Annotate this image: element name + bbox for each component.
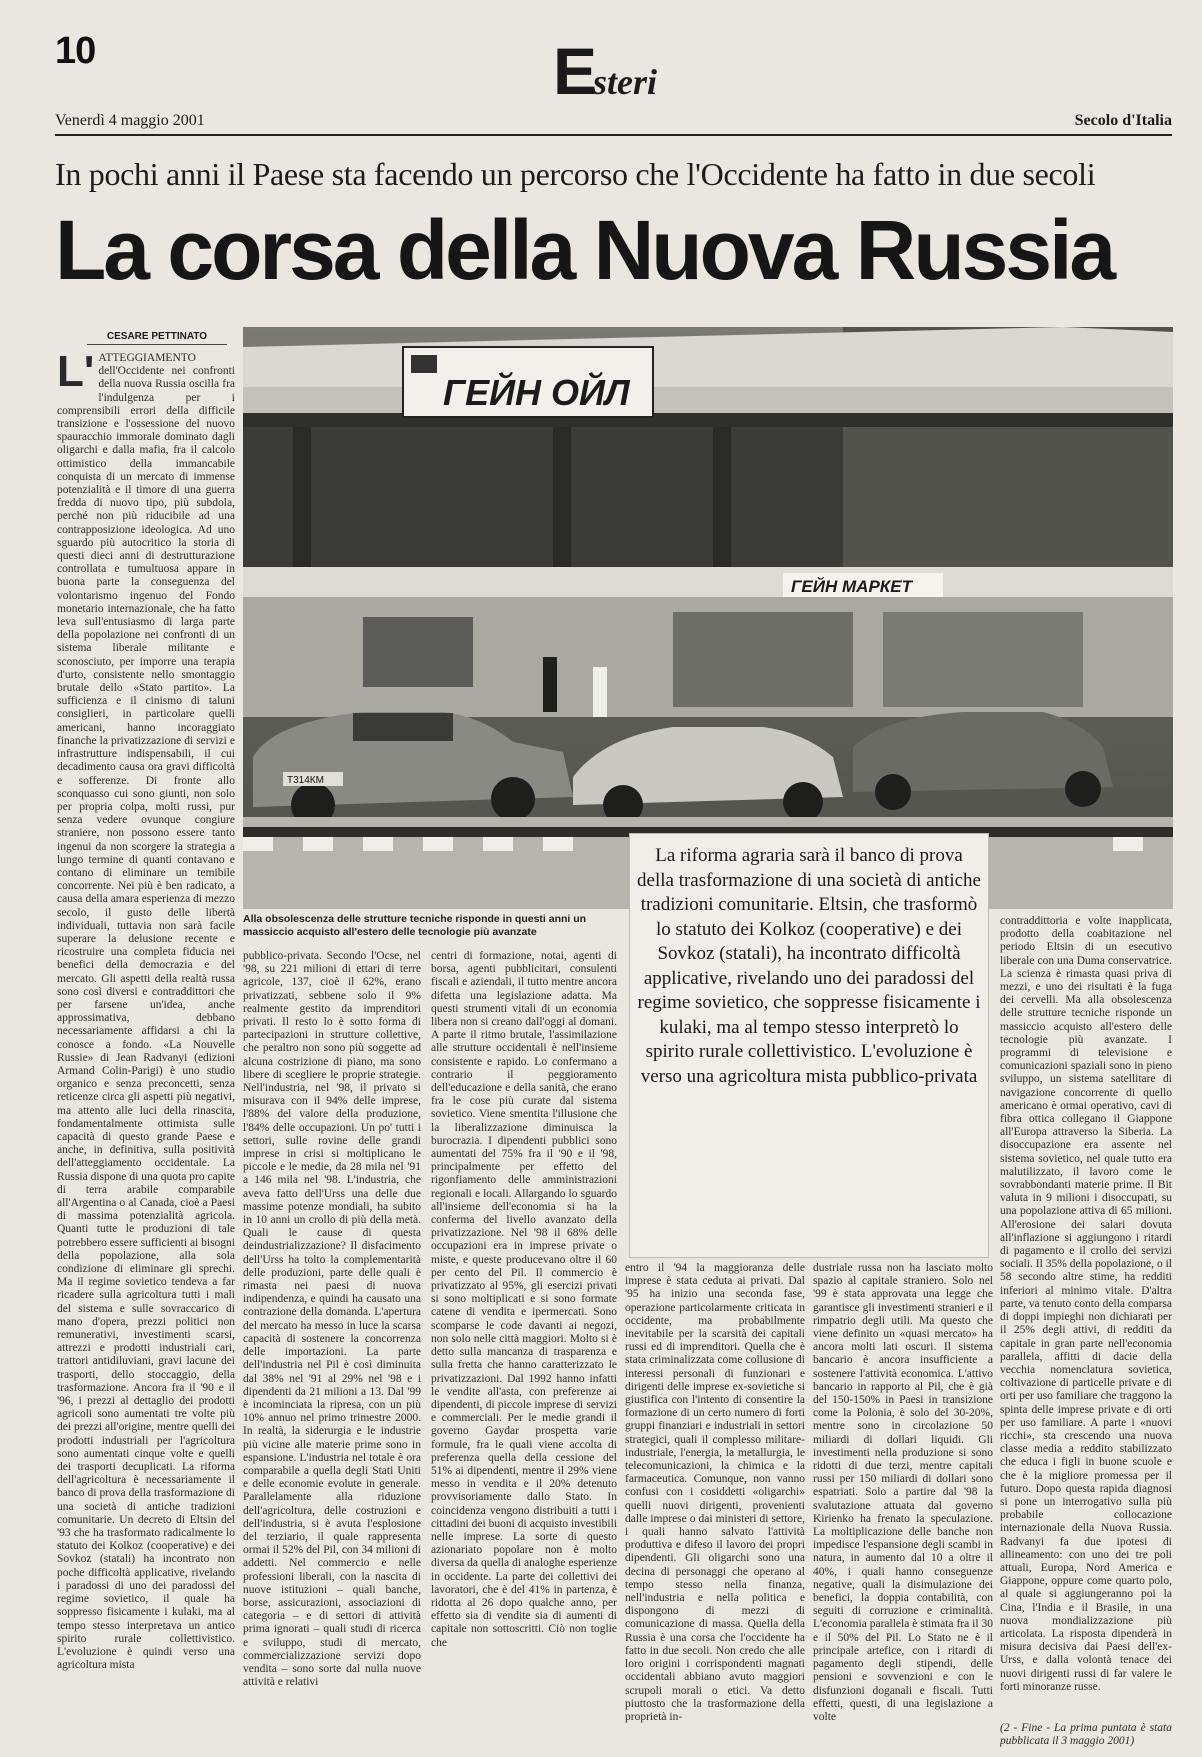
section-initial: E bbox=[553, 34, 598, 108]
section-name: steri bbox=[593, 62, 658, 102]
column-3-text: centri di formazione, notai, agenti di borsa, agenti pubblicitari, consulenti fiscali e aziendali, il tutto mentre ancora difetta una legislazione adatta. Ma questi strumenti vitali di un economia libera non si creano dall'oggi al domani. A parte il ritmo brutale, l'assimilazione alle strutture occidentali è nell'insieme consistente e rapido. Lo confermano a contrario il peggioramento dell'educazione e della sanità, che erano fra le cose più curate dal sistema sovietico. Viene smentita l'illusione che la liberalizzazione diminuisca la burocrazia. I dipendenti pubblici sono aumentati del 75% fra il '90 e il '98, principalmente per effetto del rigonfiamento delle amministrazioni regionali e locali. Allargando lo sguardo all'insieme dell'economia si ha la conferma del livello avanzato della privatizzazione. Nel '98 il 68% delle occupazioni era in imprese private o miste, e queste producevano oltre il 60 per cento del Pil. Il commercio è privatizzato al 95%, gli esercizi privati si sono moltiplicati e si sono formate catene di vendita e ipermercati. Sono scomparse le code davanti ai negozi, non solo nelle città maggiori. Molto si è detto sulla mancanza di trasparenza e sulla fretta che hanno caratterizzato le privatizzazioni. Dal 1992 hanno infatti le vendite all'asta, con preferenze ai dipendenti, di piccole imprese di servizi e commerciali. Per le medie grandi il governo Gaydar prospetta varie formule, fra le quali viene accolta di preferenza quella della cessione del 51% ai dipendenti, mentre il 29% viene messo in vendita e il 20% detenuto provvisoriamente dallo Stato. In coincidenza vengono distribuiti a tutti i cittadini dei buoni di acquisto investibili nelle imprese. La sorte di questo azionariato popolare non è molto diversa da quella di analoghe esperienze in occidente. La parte dei collettivi dei lavoratori, che è del 41% in partenza, è ridotta al 26 dopo qualche anno, per effetto sia di vendite sia di aumenti di capitale non sottoscritti. Ciò non toglie che bbox=[431, 950, 617, 1649]
drop-cap: L' bbox=[57, 352, 95, 396]
pull-quote: La riforma agraria sarà il banco di prova della trasformazione di una società di antiche tradizioni comunitarie. Eltsin, che trasformò lo statuto dei Kolkoz (cooperative) e dei Sovkoz (statali), ha incontrato difficoltà applicative, rivelando uno dei paradossi del regime sovietico, che soppresse fisicamente i kulaki, ma al tempo stesso interpretò lo spirito rurale collettivistico. L'evoluzione è verso una agricoltura mista pubblico-privata bbox=[629, 833, 989, 1258]
column-1-text: ATTEGGIAMENTO dell'Occidente nei confronti della nuova Russia oscilla fra l'indulgenza per i comprensibili errori della difficile transizione e l'ossessione del nuovo spauracchio immorale dominato dagli oligarchi e dalla mafia, fra il calcolo ottimistico della immancabile conquista di un mercato di immense potenzialità e il timore di una guerra fredda di nuovo tipo, più subdola, perché non più riducibile ad una contrapposizione ideologica. Ad uno sguardo più autocritico la storia di questi dieci anni di destrutturazione controllata e tumultuosa appare in buona parte la conseguenza del volontarismo ingenuo del Fondo monetario internazionale, che ha fatto leva sull'entusiasmo di larga parte della popolazione nei confronti di un sistema liberale militante e sconosciuto, per imporre una terapia d'urto, consistente nello smontaggio brutale dello «Stato partito». La sufficienza e il cinismo di taluni consiglieri, in particolare quelli americani, hanno incoraggiato finanche la privatizzazione di servizi e infrastrutture indispensabili, il cui decadimento causa ora gravi difficoltà e sofferenze. Di fronte allo sconquasso cui sono giunti, non solo per propria colpa, molti russi, pur senza vedere ovunque congiure straniere, non possono essere tanto ingenui da non scorgere la strategia a lungo termine di quanti contavano e contano di eliminare un temibile concorrente. Nei più è ben radicato, a causa della amara esperienza di mezzo secolo, il gusto delle libertà individuali, tuttavia non sarà facile superare la delusione recente e ricostruire una completa fiducia nei benefici della democrazia e del mercato. Gli aspetti della realtà russa sono così diversi e contraddittori che per farsene un'idea, anche approssimativa, debbano necessariamente affidarsi a chi la conosce a fondo. «La Nouvelle Russie» di Jean Radvanyi (edizioni Armand Colin-Parigi) è uno studio organico e senza preconcetti, senza reticenze circa gli aspetti più negativi, ma attento alle luci della rinascita, fondamentalmente ottimista sulle capacità di questo grande Paese e anche, in definitiva, sulla positività dell'atteggiamento occidentale. La Russia dispone di una quota pro capite di terra arabile comparabile all'Argentina o al Canada, cioè a Paesi di massima potenzialità agricola. Quanti tutte le produzioni di tale potrebbero essere sufficienti ai bisogni della popolazione, alla sola condizione di eliminare gli sprechi. Ma il regime sovietico tendeva a far ricadere sulla agricoltura tutti i mali del sistema e sulle sovraccarico di mano d'opera, prezzi politici non remunerativi, investimenti scarsi, attrezzi e prodotti industriali cari, trattori antidiluviani, gravi lacune dei trasporti, dello stoccaggio, della trasformazione. Ancora fra il '90 e il '96, i prezzi al dettaglio dei prodotti agricoli sono aumentati tre volte più dei prezzi all'origine, mentre quelli dei prodotti industriali per l'agricoltura sono aumentati cinque volte e quelli dei trasporti decuplicati. La riforma dell'agricoltura è necessariamente il banco di prova della trasformazione di una società di antiche tradizioni comunitarie. Un decreto di Eltsin del '93 che ha trasformato radicalmente lo statuto dei Kolkoz (cooperative) e dei Sovkoz (statali) ha incontrato non poche difficoltà applicative, rivelando i paradossi di uno dei paradossi del regime sovietico, il quale ha soppresso fisicamente i kulaki, ma al tempo stesso interpretava un antico spirito rurale collettivistico. L'evoluzione è quindi verso una agricoltura mista bbox=[57, 352, 235, 1672]
section-title bbox=[553, 34, 658, 108]
article-column-4 bbox=[625, 1262, 805, 1755]
dateline bbox=[55, 112, 1172, 136]
column-6-text: contraddittoria e volte inapplicata, prodotto della coabitazione nel periodo Eltsin di un esecutivo liberale con una Duma conservatrice. La scienza è rimasta quasi priva di mezzi, e uno dei risultati è la fuga dei cervelli. Ma alla obsolescenza delle strutture tecniche risponde un massiccio acquisto all'estero delle tecnologie più avanzate. I programmi di televisione e comunicazioni spaziali sono in pieno sviluppo, un sistema satellitare di navigazione concorrente di quello americano è ormai operativo, cavi di fibra ottica collegano il Giappone all'Europa attraverso la Siberia. La disoccupazione era assente nel sistema sovietico, nel quale tutto era malutilizzato, il lavoro come le sovrabbondanti materie prime. Il Bit valuta in 9 milioni i disoccupati, su una popolazione attiva di 65 milioni. All'erosione dei salari dovuta all'inflazione si aggiungono i ritardi di pagamento e il crollo dei servizi sociali. Il 35% della popolazione, o il 58 secondo altre stime, ha redditi inferiori al minimo vitale. D'altra parte, va tenuto conto della comparsa di doppi impieghi non dichiarati per il 25% degli attivi, di redditi da capitale in gran parte nell'economia parallela, affitti di dacie della vecchia nomenclatura sovietica, coltivazione di particelle private e di orti per uso familiare che traggono la spinta delle imprese private e di orti per uso familiare. A parte i «nuovi ricchi», sta crescendo una nuova classe media a reddito stabilizzato che educa i figli in buone scuole e che è la migliore promessa per il futuro. Dopo questa rapida diagnosi si pone un interrogativo sulla più probabile collocazione internazionale della Nuova Russia. Radvanyi fa due ipotesi di allineamento: con uno dei tre poli attuali, Europa, Nord America e Giappone, oppure come quarto polo, al quale si aggiungeranno poi la Cina, l'India e il Brasile, in una nuova mondializzazione più articolata. La risposta dipenderà in misura decisiva dai Paesi dell'ex-Urss, e dalla volontà tenace dei nuovi dirigenti russi di far valere le forti minoranze russe. bbox=[1000, 915, 1172, 1693]
column-4-text: entro il '94 la maggioranza delle imprese è stata ceduta ai privati. Dal '95 ha inizio una seconda fase, operazione particolarmente criticata in occidente, ma probabilmente inevitabile per la scarsità dei capitali russi ed di imprenditori. Quella che è stata criminalizzata come collusione di interessi personali di funzionari e dirigenti delle imprese ex-sovietiche si giustifica con l'intento di consentire la formazione di un certo numero di forti gruppi finanziari e industriali in settori strategici, quali il complesso militare-industriale, l'energia, la metallurgia, le telecomunicazioni, la chimica e la farmaceutica. Comunque, non vanno confusi con i cosiddetti «oligarchi» quelli nuovi dirigenti, provenienti dalle imprese o dai ministeri di settore, i quali hanno salvato l'attività produttiva e difeso il lavoro dei propri dipendenti. Gli oligarchi sono una decina di personaggi che operano al tempo stesso nella finanza, nell'industria e nella politica e dispongono di mezzi di comunicazione di massa. Quella della Russia è una corsa che l'occidente ha fatto in due secoli. Non credo che alle loro origini i corrispondenti magnati occidentali abbiano avuto maggiori scrupoli morali o etici. Va detto piuttosto che la trasformazione della proprietà in- bbox=[625, 1262, 805, 1723]
gas-station-photo bbox=[243, 327, 1173, 909]
byline: CESARE PETTINATO bbox=[87, 331, 227, 345]
license-plate: Т314КМ bbox=[287, 775, 324, 786]
article-column-2 bbox=[243, 950, 421, 1755]
kicker: In pochi anni il Paese sta facendo un percorso che l'Occidente ha fatto in due secoli bbox=[55, 156, 1096, 192]
photo-illustration bbox=[243, 327, 1173, 909]
issue-date: Venerdì 4 maggio 2001 bbox=[55, 112, 205, 129]
page-number: 10 bbox=[55, 30, 96, 72]
column-2-text: pubblico-privata. Secondo l'Ocse, nel '98, su 221 milioni di ettari di terre agricole, 137, cioè il 62%, erano privatizzati, sebbene solo il 9% realmente gestito da imprenditori privati. Il resto lo è sotto forma di partecipazioni in strutture collettive, che peraltro non sono più soggette ad alcuna costrizione di piano, ma sono libere di scegliere le proprie strategie. Nell'industria, nel '98, il privato si misurava con il 94% delle imprese, l'88% del valore della produzione, l'84% delle occupazioni. Un po' tutti i settori, sulle rovine delle grandi imprese in crisi si moltiplicano le piccole e le medie, da 28 mila nel '91 a 146 mila nel '98. L'industria, che aveva fatto dell'Urss una delle due massime potenze mondiali, ha subito in 10 anni un crollo di più della metà. Quali le cause di questa deindustrializzazione? Il disfacimento dell'Urss ha tolto la complementarità delle produzioni, parte delle quali è rimasta nei paesi di nuova indipendenza, e quindi ha causato una contrazione della domanda. L'apertura del mercato ha messo in luce la scarsa capacità di sostenere la concorrenza delle importazioni. La parte dell'industria nel Pil è così diminuita dal 38% nel '91 al 29% nel '98 e i dipendenti da 21 milioni a 13. Dal '99 è incominciata la ripresa, con un più 10% annuo nel primo trimestre 2000. In realtà, la siderurgia e le industrie più vicine alle materie prime sono in espansione. L'industria nel totale è ora comparabile a quella degli Stati Uniti e delle economie evolute in generale. Parallelamente alla riduzione dell'agricoltura, delle costruzioni e dell'industria, si è avuta l'esplosione del terziario, il quale rappresenta ormai il 52% del Pil, con 34 milioni di addetti. Nel commercio e nelle professioni liberali, con la nascita di nuove istituzioni – quali banche, borse, assicurazioni, associazioni di categoria – e di settori di attività prima ignorati – quali studi di ricerca e sviluppo, studi di mercato, commercializzazione servizi dopo vendita – sono sorte dal nulla nuove attività e relativi bbox=[243, 950, 421, 1689]
newspaper-name: Secolo d'Italia bbox=[1074, 112, 1172, 129]
article-column-6 bbox=[1000, 915, 1172, 1725]
photo-caption: Alla obsolescenza delle strutture tecniche risponde in questi anni un massiccio acquisto all'estero delle tecnologie più avanzate bbox=[243, 913, 587, 938]
article-column-5 bbox=[813, 1262, 993, 1755]
column-5-text: dustriale russa non ha lasciato molto spazio al capitale straniero. Solo nel '99 è stata approvata una legge che garantisce gli investimenti stranieri e il rimpatrio degli utili. Ma questo che viene definito un «quasi mercato» ha ancora molti lati oscuri. Il sistema bancario è ancora insufficiente a sostenere l'attività economica. L'attivo bancario in rapporto al Pil, che è già del 150-150% in Paesi in transizione come la Polonia, è solo del 30-20%, mentre sono in circolazione 50 miliardi di dollari liquidi. Gli investimenti nella produzione si sono ridotti di due terzi, mentre capitali russi per 150 miliardi di dollari sono espatriati. Solo a partire dal '98 la svalutazione attuata dal governo Kirienko ha frenato la speculazione. La moltiplicazione delle banche non impedisce l'espansione degli scambi in natura, in aumento dal 10 a oltre il 40%, i quali hanno conseguenze negative, quali la disimulazione dei benefici, la doppia contabilità, con seguiti di corruzione e criminalità. L'economia parallela è stimata fra il 30 e il 50% del Pil. Lo Stato ne è il principale artefice, con i ritardi di pagamento degli stipendi, delle pensioni e sovvenzioni e con le disfunzioni doganali e fiscali. Tutti effetti, questi, di una legislazione a volte bbox=[813, 1262, 993, 1723]
sign-gein-oil: ГЕЙН ОЙЛ bbox=[443, 372, 630, 413]
article-column-1 bbox=[57, 352, 235, 1757]
headline: La corsa della Nuova Russia bbox=[55, 203, 1114, 297]
sign-gein-market: ГЕЙН МАРКЕТ bbox=[791, 577, 912, 596]
article-footer-note: (2 - Fine - La prima puntata è stata pubblicata il 3 maggio 2001) bbox=[1000, 1722, 1172, 1748]
article-column-3 bbox=[431, 950, 617, 1755]
